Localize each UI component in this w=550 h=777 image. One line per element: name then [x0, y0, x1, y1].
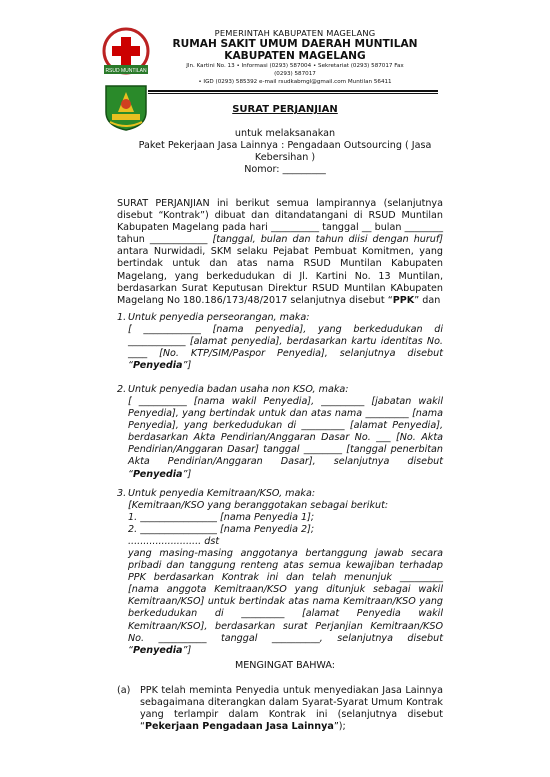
item-3-member-2: 2. ________________ [nama Penyedia 2]; [128, 524, 315, 535]
item-3-body [128, 548, 443, 657]
document-title: SURAT PERJANJIAN [232, 104, 338, 115]
intro-ppk: PPK [392, 294, 415, 306]
svg-text:RSUD MUNTILAN: RSUD MUNTILAN [105, 68, 147, 74]
intro-paragraph [117, 198, 443, 307]
intro-date-note: [tanggal, bulan dan tahun diisi dengan huruf] [212, 234, 443, 246]
header-government: PEMERINTAH KABUPATEN MAGELANG [214, 28, 376, 38]
item-1-text: [ ____________ [nama penyedia], yang berkedudukan di ____________ [alamat penyedia], berdasarkan kartu identitas No. ____ [No. KTP/SIM/Paspor Penyedia], selanjutnya disebut “ [128, 324, 443, 372]
title-line2: Paket Pekerjaan Jasa Lainnya : Pengadaan Outsourcing ( Jasa [138, 140, 432, 151]
clause-a-bold: Pekerjaan Pengadaan Jasa Lainnya [144, 721, 334, 733]
header-address-line3: • IGD (0293) 585392 e-mail rsudkabmgl@gmail.com Muntilan 56411 [198, 79, 392, 85]
item-1-penyedia: Penyedia [132, 360, 183, 372]
title-line3: Kebersihan ) [254, 152, 316, 163]
header-address-line2: (0293) 587017 [274, 71, 316, 77]
item-2-body [128, 396, 443, 481]
item-2-number: 2. [117, 384, 127, 395]
title-line1: untuk melaksanakan [234, 128, 336, 139]
intro-text-2: antara Nurwidadi, SKM selaku Pejabat Pembuat Komitmen, yang bertindak untuk dan atas nama RSUD Muntilan Kabupaten Magelang, yang berkedudukan di Jl. Kartini No. 13 Muntilan, berdasarkan Surat Keputusan Direktur RSUD Muntilan KAbupaten Magelang No 180.186/173/48/2017 selanjutnya disebut “ [117, 246, 443, 306]
header-regency: KABUPATEN MAGELANG [224, 50, 366, 62]
header-address-line1: Jln. Kartini No. 13 • Informasi (0293) 587004 • Sekretariat (0293) 587017 Fax [186, 63, 404, 69]
hospital-logo [100, 27, 152, 79]
item-2-text: [ __________ [nama wakil Penyedia], _________ [jabatan wakil Penyedia], yang bertindak untuk dan atas nama _________ [nama Penyedia], yang berkedudukan di _________ [alamat Penyedia], berdasarkan Akta Pendirian/Anggaran Dasar No. ___ [No. Akta Pendirian/Anggaran Dasar] tanggal ________ [tanggal penerbitan Akta Pendirian/Anggaran Dasar], selanjutnya disebut “ [128, 396, 443, 480]
item-1-tail: ”] [182, 360, 192, 372]
item-3-tail: ”] [182, 644, 192, 656]
item-2-penyedia: Penyedia [132, 468, 183, 480]
item-1-heading: Untuk penyedia perseorangan, maka: [128, 312, 310, 323]
header-hospital-name: RUMAH SAKIT UMUM DAERAH MUNTILAN [172, 38, 418, 50]
item-3-heading: Untuk penyedia Kemitraan/KSO, maka: [128, 488, 316, 499]
header-divider-thin [148, 93, 438, 94]
item-3-etc: ........................ dst [128, 536, 220, 547]
document-number: Nomor: _________ [244, 164, 326, 175]
intro-text-1: SURAT PERJANJIAN ini berikut semua lampirannya (selanjutnya disebut “Kontrak”) dibuat dan ditandatangani di RSUD Muntilan Kabupaten Magelang pada hari __________ tanggal __ bulan ________ tahun ____________ [117, 198, 443, 246]
item-3-member-1: 1. ________________ [nama Penyedia 1]; [128, 512, 315, 523]
item-3-penyedia: Penyedia [132, 644, 183, 656]
item-2-tail: ”] [182, 468, 192, 480]
header-divider [148, 90, 438, 92]
clause-a-label: (a) [117, 685, 131, 696]
clause-a [140, 685, 443, 733]
clause-a-tail: ”); [333, 721, 346, 733]
item-1-body [128, 324, 443, 372]
item-2-heading: Untuk penyedia badan usaha non KSO, maka: [128, 384, 349, 395]
intro-text-3: ” dan [414, 294, 441, 306]
item-1-number: 1. [117, 312, 127, 323]
item-3-number: 3. [117, 488, 127, 499]
item-3-text: yang masing-masing anggotanya bertanggung jawab secara pribadi dan tanggung renteng atas semua kewajiban terhadap PPK berdasarkan Kontrak ini dan telah menunjuk _________ [nama anggota Kemitraan/KSO yang ditunjuk sebagai wakil Kemitraan/KSO] untuk bertindak atas nama Kemitraan/KSO yang berkedudukan di _________ [alamat Penyedia wakil Kemitraan/KSO], berdasarkan surat Perjanjian Kemitraan/KSO No. __________ tanggal __________, selanjutnya disebut “ [128, 548, 443, 656]
clause-a-text: PPK telah meminta Penyedia untuk menyediakan Jasa Lainnya sebagaimana diterangkan dalam Syarat-Syarat Umum Kontrak yang terlampir dalam Kontrak ini (selanjutnya disebut “ [140, 685, 443, 733]
item-3-members-intro: [Kemitraan/KSO yang beranggotakan sebagai berikut: [128, 500, 389, 511]
mengingat-heading: MENGINGAT BAHWA: [234, 660, 336, 671]
